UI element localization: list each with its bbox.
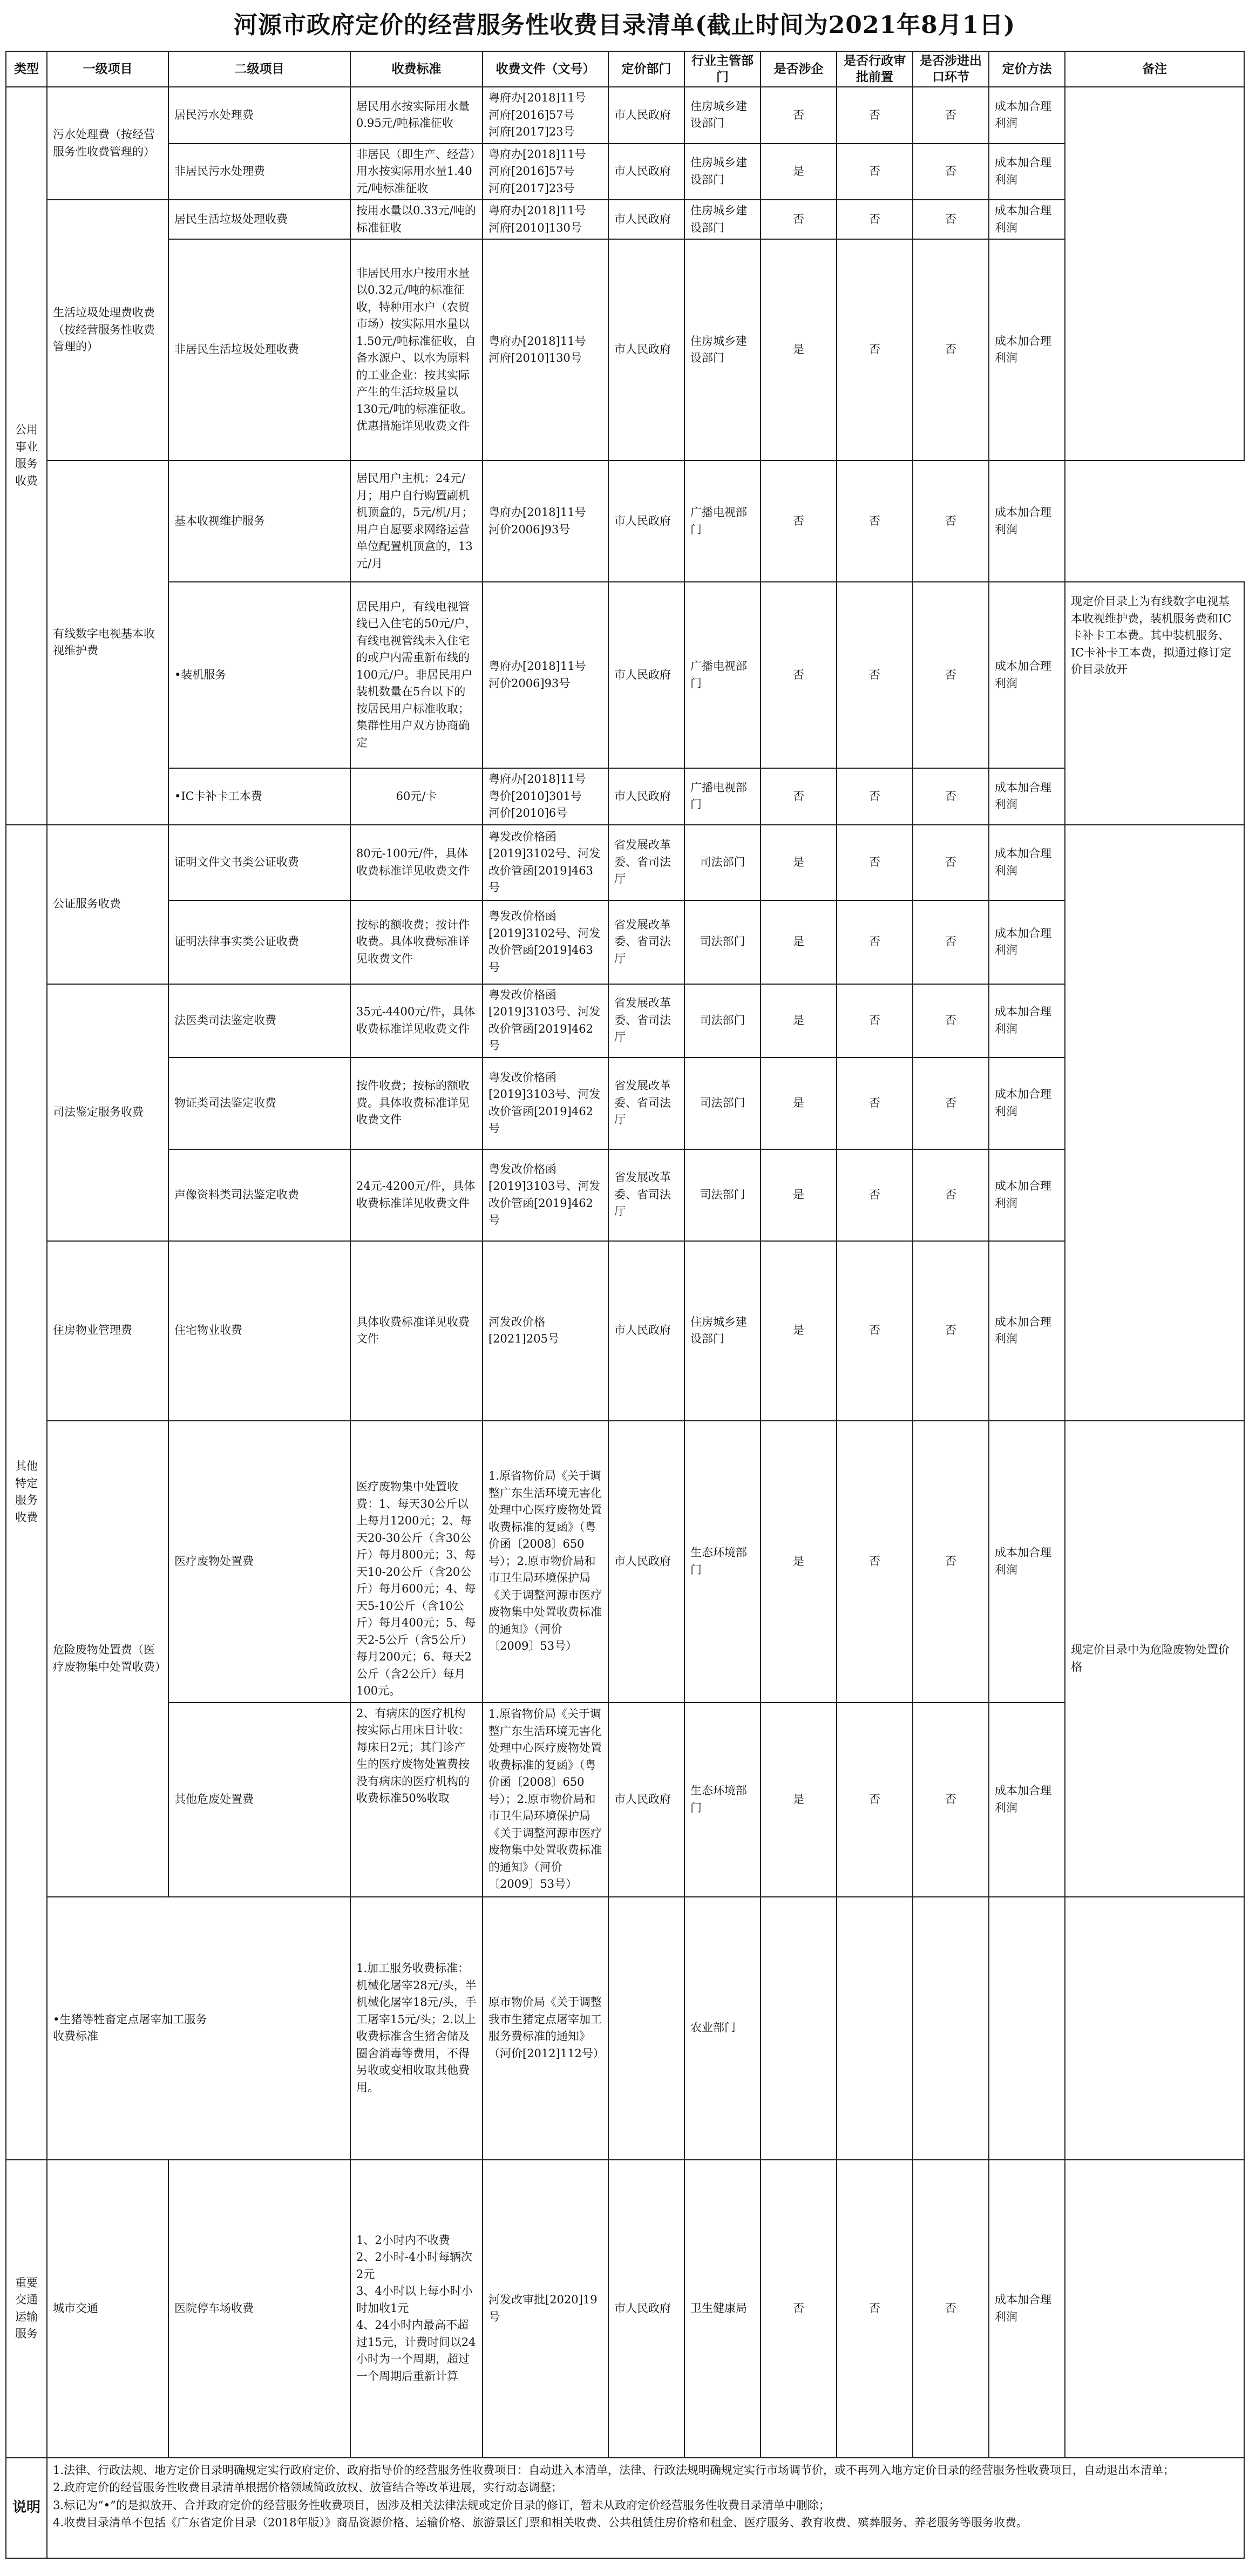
document-cell: 粤府办[2018]11号 河价2006]93号 [483,460,608,582]
table-row [6,239,1244,460]
table-row [6,87,1244,144]
enterprise-cell: 是 [761,984,837,1057]
dept-cell: 市人民政府 [608,1703,684,1897]
level2-cell: 医疗废物处置费 [168,1421,350,1703]
method-cell: 成本加合理利润 [989,2160,1065,2458]
enterprise-cell: 否 [761,87,837,144]
table-row [6,1241,1244,1421]
document-cell: 粤府办[2018]11号 粤价[2010]301号 河价[2010]6号 [483,768,608,825]
enterprise-cell: 是 [761,239,837,460]
header-cell: 二级项目 [168,51,350,87]
page-title: 河源市政府定价的经营服务性收费目录清单(截止时间为2021年8月1日) [233,11,1016,39]
document-cell: 粤发改价格函[2019]3103号、河发改价管函[2019]462号 [483,1057,608,1149]
header-cell: 是否涉企 [761,51,837,87]
approval-cell: 否 [837,768,913,825]
approval-cell: 否 [837,900,913,984]
standard-cell: 按标的额收费；按计件收费。具体收费标准详见收费文件 [350,900,483,984]
table-header-row [6,51,1244,87]
level1-cell: 城市交通 [47,2160,168,2458]
approval-cell: 否 [837,239,913,460]
level1-cell: 污水处理费（按经营服务性收费管理的） [47,87,168,200]
header-cell: 一级项目 [47,51,168,87]
standard-cell: 具体收费标准详见收费文件 [350,1241,483,1421]
industry-cell: 司法部门 [684,1149,761,1241]
method-cell [989,1897,1065,2160]
import-export-cell: 否 [913,87,989,144]
header-cell: 收费标准 [350,51,483,87]
enterprise-cell: 否 [761,2160,837,2458]
industry-cell: 广播电视部门 [684,460,761,582]
method-cell: 成本加合理利润 [989,144,1065,200]
level2-cell: 住宅物业收费 [168,1241,350,1421]
level2-cell: 居民污水处理费 [168,87,350,144]
document-cell: 河发改价格[2021]205号 [483,1241,608,1421]
level2-cell: 基本收视维护服务 [168,460,350,582]
approval-cell: 否 [837,200,913,239]
enterprise-cell: 否 [761,200,837,239]
header-cell: 定价部门 [608,51,684,87]
import-export-cell: 否 [913,1057,989,1149]
approval-cell: 否 [837,87,913,144]
dept-cell: 省发展改革委、省司法厅 [608,1057,684,1149]
level2-cell: 医院停车场收费 [168,2160,350,2458]
import-export-cell: 否 [913,900,989,984]
level1-cell: 司法鉴定服务收费 [47,984,168,1241]
approval-cell: 否 [837,984,913,1057]
remark-cell: 现定价目录中为危险废物处置价格 [1065,1421,1244,1897]
standard-cell: 60元/卡 [350,768,483,825]
level2-cell: 物证类司法鉴定收费 [168,1057,350,1149]
import-export-cell: 否 [913,460,989,582]
standard-cell: 非居民（即生产、经营）用水按实际用水量1.40元/吨标准征收 [350,144,483,200]
dept-cell [608,1897,684,2160]
notes-row [6,2458,1244,2558]
table-row [6,1421,1244,1703]
approval-cell: 否 [837,2160,913,2458]
level1-cell: •生猪等牲畜定点屠宰加工服务收费标准 [47,1897,350,2160]
standard-cell: 居民用水按实际用水量0.95元/吨标准征收 [350,87,483,144]
dept-cell: 市人民政府 [608,2160,684,2458]
method-cell: 成本加合理利润 [989,239,1065,460]
enterprise-cell: 是 [761,1057,837,1149]
level2-cell: •装机服务 [168,582,350,768]
enterprise-cell: 是 [761,1149,837,1241]
approval-cell [837,1897,913,2160]
method-cell: 成本加合理利润 [989,900,1065,984]
dept-cell: 市人民政府 [608,144,684,200]
industry-cell: 住房城乡建设部门 [684,1241,761,1421]
method-cell: 成本加合理利润 [989,825,1065,900]
header-cell: 备注 [1065,51,1244,87]
standard-cell: 80元-100元/件，具体收费标准详见收费文件 [350,825,483,900]
document-cell: 粤府办[2018]11号 河府[2016]57号 河府[2017]23号 [483,144,608,200]
level2-cell: 居民生活垃圾处理收费 [168,200,350,239]
industry-cell: 生态环境部门 [684,1703,761,1897]
approval-cell: 否 [837,144,913,200]
remark-cell: 现定价目录上为有线数字电视基本收视维护费，装机服务费和IC卡补卡工本费。其中装机服务、IC卡补卡工本费，拟通过修订定价目录放开 [1065,582,1244,825]
level2-cell: 非居民生活垃圾处理收费 [168,239,350,460]
level1-cell: 住房物业管理费 [47,1241,168,1421]
method-cell: 成本加合理利润 [989,460,1065,582]
dept-cell: 市人民政府 [608,1241,684,1421]
notes-label: 说明 [6,2458,47,2558]
dept-cell: 市人民政府 [608,200,684,239]
dept-cell: 市人民政府 [608,239,684,460]
document-cell: 粤府办[2018]11号 河府[2010]130号 [483,239,608,460]
method-cell: 成本加合理利润 [989,200,1065,239]
category-cell: 公用事业服务收费 [6,87,47,825]
table-row [6,1703,1244,1897]
industry-cell: 司法部门 [684,825,761,900]
document-cell: 原市物价局《关于调整我市生猪定点屠宰加工服务费标准的通知》（河价[2012]112号） [483,1897,608,2160]
approval-cell: 否 [837,582,913,768]
industry-cell: 住房城乡建设部门 [684,144,761,200]
industry-cell: 农业部门 [684,1897,761,2160]
method-cell: 成本加合理利润 [989,1057,1065,1149]
enterprise-cell: 否 [761,582,837,768]
document-cell: 粤发改价格函[2019]3103号、河发改价管函[2019]462号 [483,1149,608,1241]
table-row [6,582,1244,768]
remark-cell [1065,825,1244,1421]
standard-cell: 24元-4200元/件，具体收费标准详见收费文件 [350,1149,483,1241]
table-row [6,144,1244,200]
category-cell: 其他特定服务收费 [6,825,47,2160]
dept-cell: 市人民政府 [608,582,684,768]
method-cell: 成本加合理利润 [989,1421,1065,1703]
note-item: 4.收费目录清单不包括《广东省定价目录（2018年版）》商品资源价格、运输价格、旅游景区门票和相关收费、公共租赁住房价格和租金、医疗服务、教育收费、殡葬服务、养老服务等服务收费。 [53,2516,1028,2530]
level2-cell: •IC卡补卡工本费 [168,768,350,825]
header-cell: 是否行政审批前置 [837,51,913,87]
document-cell: 粤发改价格函[2019]3102号、河发改价管函[2019]463号 [483,900,608,984]
level2-cell: 法医类司法鉴定收费 [168,984,350,1057]
table-row [6,900,1244,984]
industry-cell: 住房城乡建设部门 [684,200,761,239]
import-export-cell: 否 [913,1703,989,1897]
remark-cell [1065,87,1244,460]
method-cell: 成本加合理利润 [989,1149,1065,1241]
import-export-cell: 否 [913,768,989,825]
industry-cell: 司法部门 [684,984,761,1057]
dept-cell: 市人民政府 [608,460,684,582]
enterprise-cell: 是 [761,900,837,984]
industry-cell: 广播电视部门 [684,582,761,768]
enterprise-cell: 是 [761,1421,837,1703]
enterprise-cell: 否 [761,460,837,582]
dept-cell: 市人民政府 [608,1421,684,1703]
method-cell: 成本加合理利润 [989,582,1065,768]
approval-cell: 否 [837,1241,913,1421]
document-cell: 河发改审批[2020]19号 [483,2160,608,2458]
remark-cell [1065,1897,1244,2160]
industry-cell: 住房城乡建设部门 [684,87,761,144]
header-cell: 收费文件（文号） [483,51,608,87]
enterprise-cell: 是 [761,825,837,900]
document-cell: 粤发改价格函[2019]3103号、河发改价管函[2019]462号 [483,984,608,1057]
standard-cell: 居民用户，有线电视管线已入住宅的50元/户，有线电视管线未入住宅的或户内需重新布线的100元/户。非居民用户装机数量在5台以下的按居民用户标准收取；集群性用户双方协商确定 [350,582,483,768]
table-row [6,1897,1244,2160]
approval-cell: 否 [837,460,913,582]
industry-cell: 司法部门 [684,900,761,984]
import-export-cell: 否 [913,200,989,239]
remark-cell [1065,2160,1244,2458]
import-export-cell [913,1897,989,2160]
industry-cell: 生态环境部门 [684,1421,761,1703]
table-row [6,200,1244,239]
category-cell: 重要交通运输服务 [6,2160,47,2458]
fee-catalog-table [5,51,1245,2559]
notes-cell [47,2458,1244,2558]
import-export-cell: 否 [913,239,989,460]
document-cell: 粤府办[2018]11号 河府[2010]130号 [483,200,608,239]
table-row [6,460,1244,582]
import-export-cell: 否 [913,144,989,200]
import-export-cell: 否 [913,2160,989,2458]
level1-cell: 生活垃圾处理费收费（按经营服务性收费管理的） [47,200,168,460]
enterprise-cell: 是 [761,1241,837,1421]
document-cell: 粤府办[2018]11号 河价2006]93号 [483,582,608,768]
enterprise-cell: 是 [761,144,837,200]
standard-cell: 1.加工服务收费标准：机械化屠宰28元/头，半机械化屠宰18元/头，手工屠宰15元/头；2.以上收费标准含生猪舍储及圈舍消毒等费用，不得另收或变相收取其他费用。 [350,1897,483,2160]
method-cell: 成本加合理利润 [989,768,1065,825]
standard-cell: 医疗废物集中处置收费：1、每天30公斤以上每月1200元；2、每天20-30公斤（含30公斤）每月800元；3、每天10-20公斤（含20公斤）每月600元；4、每天5-10公斤（含10公斤）每月400元；5、每天2-5公斤（含5公斤）每月200元；6、每天2公斤（含2公斤）每月100元。 [350,1421,483,1703]
standard-cell: 按件收费；按标的额收费。具体收费标准详见收费文件 [350,1057,483,1149]
standard-cell: 非居民用水户按用水量以0.32元/吨的标准征收，特种用水户（农贸市场）按实际用水量以1.50元/吨标准征收，自备水源户、以水为原料的工业企业：按其实际产生的生活垃圾量以130元/吨的标准征收。优惠措施详见收费文件 [350,239,483,460]
approval-cell: 否 [837,1703,913,1897]
enterprise-cell: 是 [761,1703,837,1897]
approval-cell: 否 [837,1149,913,1241]
level2-cell: 非居民污水处理费 [168,144,350,200]
import-export-cell: 否 [913,582,989,768]
method-cell: 成本加合理利润 [989,1241,1065,1421]
import-export-cell: 否 [913,1241,989,1421]
level1-cell: 公证服务收费 [47,825,168,984]
header-cell: 行业主管部门 [684,51,761,87]
level2-cell: 证明法律事实类公证收费 [168,900,350,984]
dept-cell: 省发展改革委、省司法厅 [608,1149,684,1241]
standard-cell: 35元-4400元/件，具体收费标准详见收费文件 [350,984,483,1057]
document-cell: 粤府办[2018]11号 河府[2016]57号 河府[2017]23号 [483,87,608,144]
header-cell: 是否涉进出口环节 [913,51,989,87]
level2-cell: 其他危废处置费 [168,1703,350,1897]
method-cell: 成本加合理利润 [989,1703,1065,1897]
document-cell: 1.原省物价局《关于调整广东生活环境无害化处理中心医疗废物处置收费标准的复函》（粤价函〔2008〕650号）；2.原市物价局和市卫生局环境保护局《关于调整河源市医疗废物集中处置收费标准的通知》（河价〔2009〕53号） [483,1703,608,1897]
standard-cell: 1、2小时内不收费 2、2小时-4小时每辆次2元 3、4小时以上每小时小时加收1元 4、24小时内最高不超过15元，计费时间以24小时为一个周期，超过一个周期后重新计算 [350,2160,483,2458]
level1-cell: 危险废物处置费（医疗废物集中处置收费） [47,1421,168,1897]
table-row [6,768,1244,825]
import-export-cell: 否 [913,1149,989,1241]
standard-cell: 按用水量以0.33元/吨的标准征收 [350,200,483,239]
approval-cell: 否 [837,1421,913,1703]
industry-cell: 广播电视部门 [684,768,761,825]
table-row [6,2160,1244,2458]
level2-cell: 声像资料类司法鉴定收费 [168,1149,350,1241]
dept-cell: 省发展改革委、省司法厅 [608,825,684,900]
dept-cell: 市人民政府 [608,87,684,144]
method-cell: 成本加合理利润 [989,984,1065,1057]
standard-cell: 2、有病床的医疗机构按实际占用床日计收：每床日2元；其门诊产生的医疗废物处置费按没有病床的医疗机构的收费标准50%收取 [350,1703,483,1897]
note-item: 1.法律、行政法规、地方定价目录明确规定实行政府定价、政府指导价的经营服务性收费项目：自动进入本清单，法律、行政法规明确规定实行市场调节价，或不再列入地方定价目录的经营服务性收费项目，自动退出本清单； [53,2463,1175,2477]
dept-cell: 省发展改革委、省司法厅 [608,900,684,984]
table-row [6,825,1244,900]
table-row [6,984,1244,1057]
header-cell: 定价方法 [989,51,1065,87]
industry-cell: 司法部门 [684,1057,761,1149]
note-item: 2.政府定价的经营服务性收费目录清单根据价格领域简政放权、放管结合等改革进展，实行动态调整； [53,2481,563,2494]
import-export-cell: 否 [913,984,989,1057]
dept-cell: 市人民政府 [608,768,684,825]
enterprise-cell [761,1897,837,2160]
dept-cell: 省发展改革委、省司法厅 [608,984,684,1057]
table-row [6,1149,1244,1241]
industry-cell: 住房城乡建设部门 [684,239,761,460]
method-cell: 成本加合理利润 [989,87,1065,144]
level1-cell: 有线数字电视基本收视维护费 [47,460,168,825]
document-cell: 粤发改价格函[2019]3102号、河发改价管函[2019]463号 [483,825,608,900]
approval-cell: 否 [837,1057,913,1149]
level2-cell: 证明文件文书类公证收费 [168,825,350,900]
note-item: 3.标记为“•”的是拟放开、合并政府定价的经营服务性收费项目，因涉及相关法律法规或定价目录的修订，暂未从政府定价经营服务性收费目录清单中删除； [53,2498,830,2512]
enterprise-cell: 否 [761,768,837,825]
standard-cell: 居民用户主机：24元/月；用户自行购置副机机顶盒的，5元/机/月；用户自愿要求网络运营单位配置机顶盒的，13元/月 [350,460,483,582]
import-export-cell: 否 [913,1421,989,1703]
header-cell: 类型 [6,51,47,87]
industry-cell: 卫生健康局 [684,2160,761,2458]
table-row [6,1057,1244,1149]
approval-cell: 否 [837,825,913,900]
import-export-cell: 否 [913,825,989,900]
document-cell: 1.原省物价局《关于调整广东生活环境无害化处理中心医疗废物处置收费标准的复函》（粤价函〔2008〕650号）；2.原市物价局和市卫生局环境保护局《关于调整河源市医疗废物集中处置收费标准的通知》（河价〔2009〕53号） [483,1421,608,1703]
